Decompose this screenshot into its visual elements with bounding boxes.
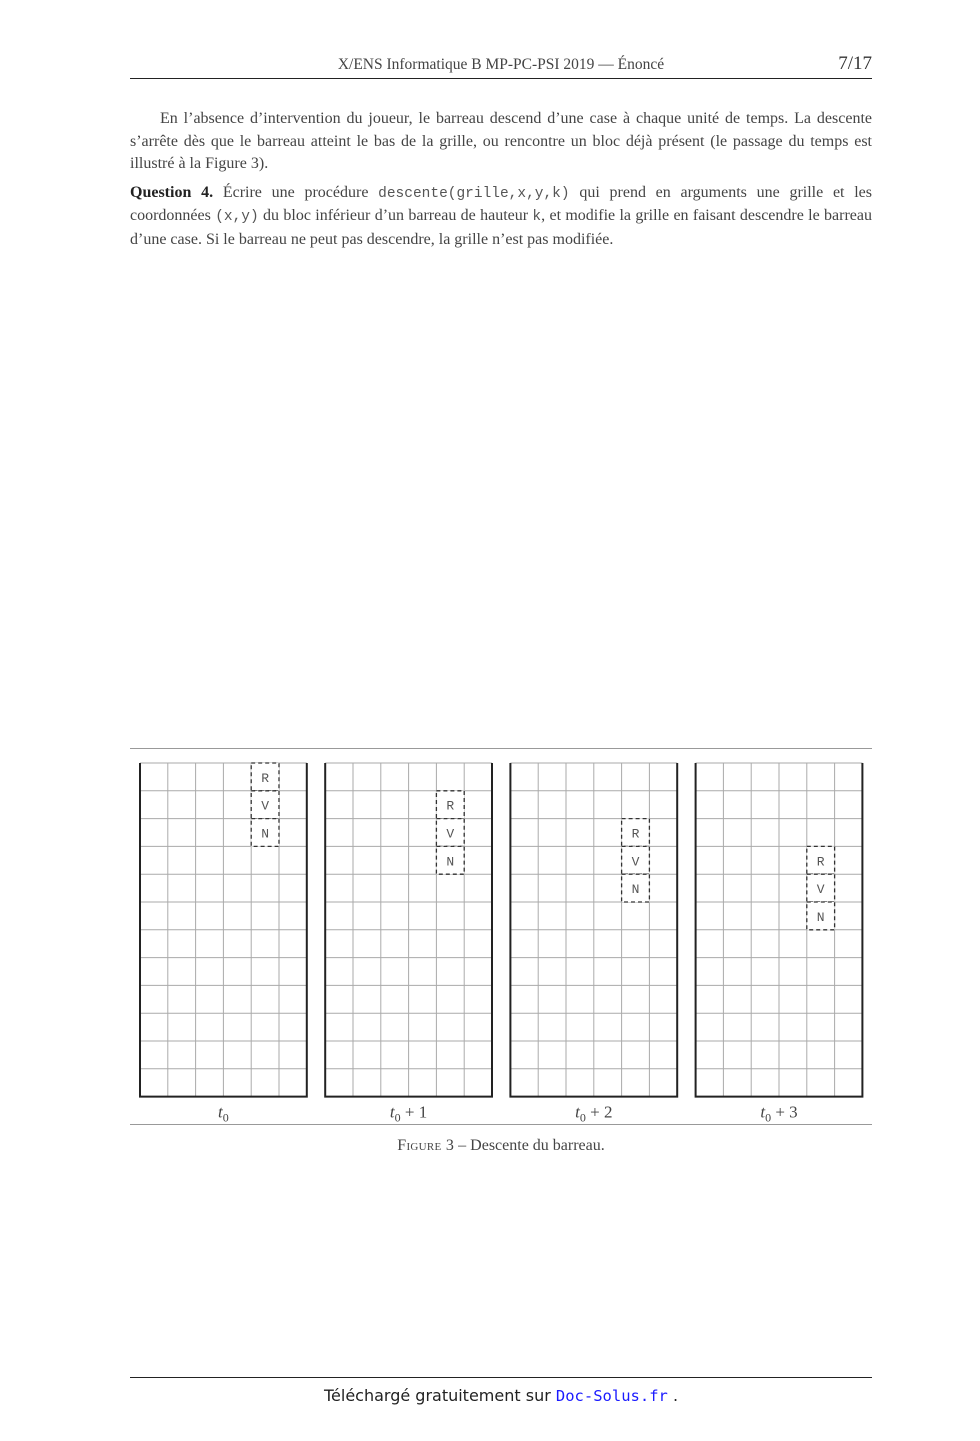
panel-label: $t_0 + 3$ — [760, 1102, 798, 1125]
page-header — [130, 54, 872, 79]
bar-block-label: N — [261, 826, 270, 842]
bar-block-label: V — [631, 854, 640, 870]
caption-label: Figure 3 — [397, 1137, 455, 1154]
footer-text: Téléchargé gratuitement sur — [323, 1386, 556, 1405]
code-function: descente(grille,x,y,k) — [378, 185, 570, 202]
header-title: X/ENS Informatique B MP-PC-PSI 2019 — Énoncé — [337, 56, 665, 73]
figure-top-rule — [130, 748, 872, 749]
footer-end: . — [667, 1386, 679, 1405]
figure-3-diagram — [130, 755, 872, 1125]
question-label: Question 4. — [130, 183, 214, 201]
question-text: Écrire une procédure — [213, 183, 379, 201]
figure-caption — [130, 1137, 872, 1155]
panel-label: $t_0 + 1$ — [389, 1102, 428, 1125]
footer-rule — [130, 1377, 872, 1378]
bar-block-label: V — [816, 882, 825, 898]
caption-separator: – — [454, 1137, 471, 1154]
code-k: k — [532, 209, 542, 225]
code-coords: (x,y) — [215, 209, 259, 225]
question-text: du bloc inférieur d’un barreau de hauteur — [258, 207, 533, 224]
footer-link[interactable]: Doc-Solus.fr — [555, 1387, 668, 1405]
bar-block-label: R — [446, 798, 455, 814]
bar-block-label: N — [816, 909, 825, 925]
bar-block-label: R — [261, 770, 270, 786]
page-footer — [130, 1386, 872, 1405]
bar-block-label: R — [631, 826, 640, 842]
bar-block-label: N — [631, 882, 640, 898]
bar-block-label: R — [816, 854, 825, 870]
figure-bottom-rule — [130, 1124, 872, 1125]
question-text: , et modifie la grille en faisant descendre le barreau d’une case. Si le barreau ne peut pas descendre, la grille n’est pas modifiée. — [130, 207, 873, 248]
panel-label: $t_0$ — [218, 1102, 229, 1125]
caption-text: Descente du barreau. — [470, 1137, 605, 1154]
bar-block-label: N — [446, 854, 455, 870]
paragraph: En l’absence d’intervention du joueur, le barreau descend d’une case à chaque unité de temps. La descente s’arrête dès que le barreau atteint le bas de la grille, ou rencontre un bloc déjà présent (le passage du temps est illustré à la Figure 3). — [130, 110, 872, 172]
question-4 — [130, 182, 872, 252]
body-text — [130, 108, 872, 257]
bar-block-label: V — [261, 798, 270, 814]
page-number: 7/17 — [838, 53, 872, 74]
question-text: qui prend en arguments une grille et les coordonnées — [130, 183, 872, 224]
panel-label: $t_0 + 2$ — [575, 1102, 613, 1125]
bar-block-label: V — [446, 826, 455, 842]
